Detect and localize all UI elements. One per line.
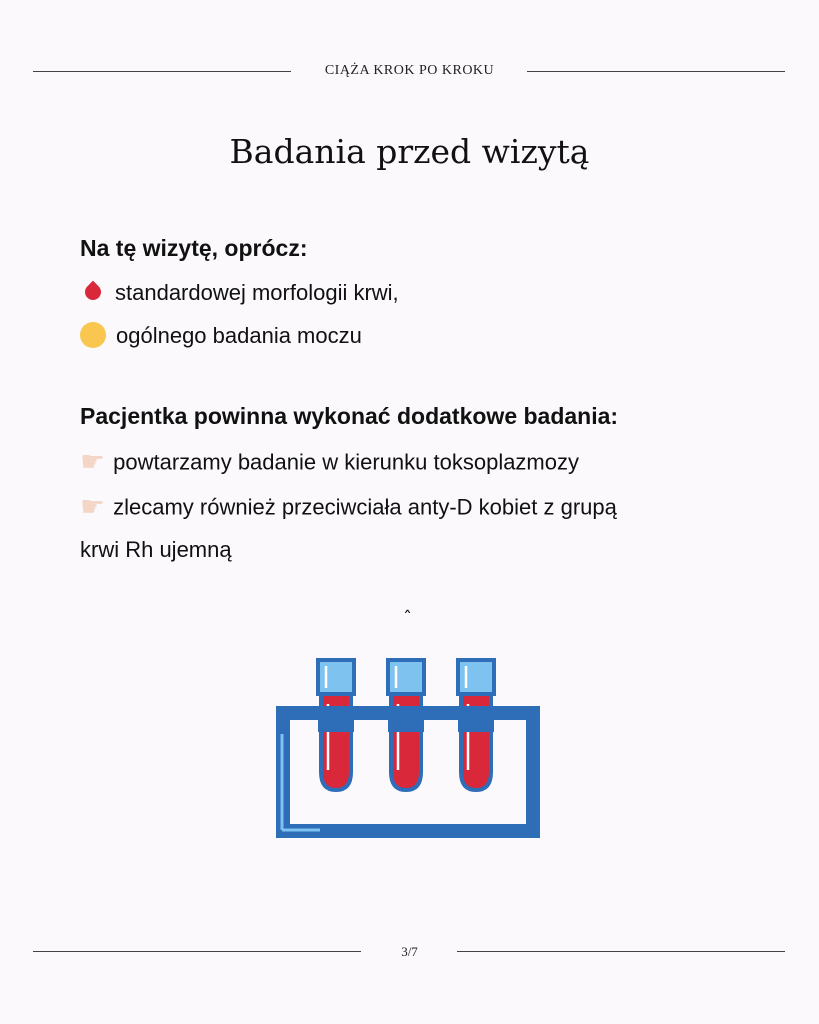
section-heading-1: Na tę wizytę, oprócz: — [80, 235, 308, 261]
list-item — [80, 492, 617, 525]
pointing-hand-icon: ☛ — [80, 445, 106, 478]
list-item-text: powtarzamy badanie w kierunku toksoplazmozy — [113, 449, 579, 475]
yellow-circle-icon — [80, 322, 106, 348]
list-item-text: standardowej morfologii krwi, — [115, 280, 399, 305]
blood-drop-icon — [82, 281, 105, 304]
caret-mark: ˆ — [403, 608, 412, 629]
list-item — [80, 447, 579, 480]
section-heading-2: Pacjentka powinna wykonać dodatkowe badania: — [80, 403, 619, 429]
header-title: CIĄŻA KROK PO KROKU — [324, 63, 495, 78]
footer-rule-right — [457, 951, 785, 952]
page-number: 3/7 — [401, 944, 418, 959]
list-item-text: ogólnego badania moczu — [116, 323, 362, 348]
test-tubes-rack-icon — [268, 652, 548, 847]
page-title: Badania przed wizytą — [229, 132, 590, 171]
header-rule-right — [527, 71, 785, 72]
list-item — [80, 323, 362, 350]
list-item — [80, 280, 399, 306]
list-item-continuation: krwi Rh ujemną — [80, 537, 232, 562]
list-item-text: zlecamy również przeciwciała anty-D kobiet z grupą — [113, 494, 617, 520]
pointing-hand-icon: ☛ — [80, 490, 106, 523]
